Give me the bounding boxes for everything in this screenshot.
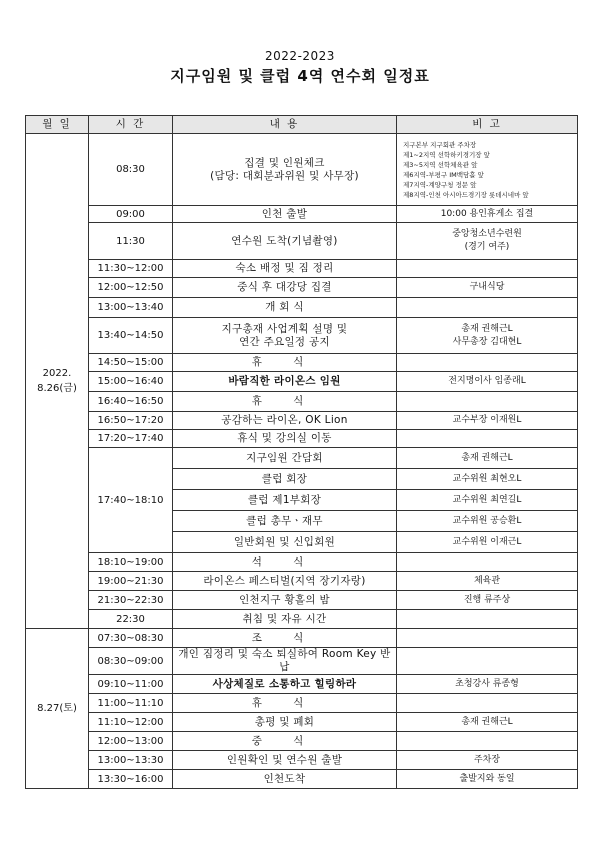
table-row xyxy=(26,134,578,206)
content-cell: 일반회원 및 신입회원 xyxy=(173,532,397,553)
content-cell xyxy=(173,278,397,298)
note-cell: 교수위원 최연길L xyxy=(397,490,578,511)
note-cell xyxy=(397,223,578,260)
content-cell xyxy=(173,412,397,430)
note-cell xyxy=(397,713,578,732)
content-cell xyxy=(173,553,397,572)
content-line: 라이온스 페스티벌(지역 장기자랑) xyxy=(203,574,366,587)
note-cell xyxy=(397,732,578,751)
table-row xyxy=(26,648,578,675)
content-cell xyxy=(173,770,397,789)
note-cell: 교수위원 이재근L xyxy=(397,532,578,553)
note-cell xyxy=(397,629,578,648)
time-cell: 19:00~21:30 xyxy=(89,572,173,591)
note-cell xyxy=(397,751,578,770)
table-row xyxy=(26,223,578,260)
time-cell: 18:10~19:00 xyxy=(89,553,173,572)
time-cell: 22:30 xyxy=(89,610,173,629)
content-cell xyxy=(173,260,397,278)
table-row xyxy=(26,372,578,392)
table-row xyxy=(26,610,578,629)
content-cell xyxy=(173,223,397,260)
date-line: 8.26(금) xyxy=(37,383,77,394)
note-line: 출발지와 동일 xyxy=(459,773,515,784)
table-row xyxy=(26,732,578,751)
time-cell: 09:10~11:00 xyxy=(89,675,173,694)
content-line: 휴 식 xyxy=(251,395,318,407)
content-line: 휴 식 xyxy=(251,696,318,709)
note-cell xyxy=(397,430,578,448)
content-cell xyxy=(173,392,397,412)
note-cell xyxy=(397,572,578,591)
content-line: 개인 짐정리 및 숙소 퇴실하여 Room Key 반납 xyxy=(178,648,391,673)
note-line: 제6지역-부평구 IM백담홀 앞 xyxy=(403,170,484,179)
table-row xyxy=(26,206,578,223)
note-line: 10:00 용인휴게소 집결 xyxy=(440,208,534,219)
note-cell xyxy=(397,553,578,572)
content-line: 숙소 배정 및 짐 정리 xyxy=(235,262,334,274)
note-cell xyxy=(397,610,578,629)
note-cell xyxy=(397,591,578,610)
table-row xyxy=(26,770,578,789)
content-cell xyxy=(173,354,397,372)
time-cell: 07:30~08:30 xyxy=(89,629,173,648)
table-row xyxy=(26,675,578,694)
content-cell xyxy=(173,751,397,770)
document-year: 2022-2023 xyxy=(265,49,335,63)
content-cell xyxy=(173,372,397,392)
time-cell: 16:50~17:20 xyxy=(89,412,173,430)
time-cell: 11:00~11:10 xyxy=(89,694,173,713)
table-row xyxy=(26,572,578,591)
date-cell xyxy=(26,134,89,629)
content-cell xyxy=(173,648,397,675)
note-cell xyxy=(397,372,578,392)
content-line: 중 식 xyxy=(251,734,318,747)
time-cell: 16:40~16:50 xyxy=(89,392,173,412)
content-line: 중식 후 대강당 집결 xyxy=(237,281,332,293)
note-line: 총재 권해근L xyxy=(461,716,513,727)
content-cell xyxy=(173,610,397,629)
content-line: 집결 및 인원체크 xyxy=(244,156,325,169)
note-line: 제3~5지역 선학체육관 앞 xyxy=(403,160,478,169)
table-row xyxy=(26,713,578,732)
note-cell xyxy=(397,298,578,318)
note-cell xyxy=(397,392,578,412)
content-line: (담당: 대회분과위원 및 사무장) xyxy=(210,169,359,182)
note-cell xyxy=(397,318,578,354)
document-title: 지구임원 및 클럽 4역 연수회 일정표 xyxy=(170,67,430,85)
note-cell xyxy=(397,354,578,372)
content-line: 취침 및 자유 시간 xyxy=(242,612,327,625)
date-line: 8.27(토) xyxy=(37,703,77,714)
table-row xyxy=(26,430,578,448)
table-row xyxy=(26,629,578,648)
time-cell: 13:40~14:50 xyxy=(89,318,173,354)
table-row xyxy=(26,260,578,278)
note-cell xyxy=(397,648,578,675)
schedule-table xyxy=(25,115,578,789)
note-cell xyxy=(397,770,578,789)
content-cell: 지구임원 간담회 xyxy=(173,448,397,469)
content-line: 연간 주요일정 공지 xyxy=(239,335,330,348)
content-line: 공감하는 라이온, OK Lion xyxy=(221,414,348,426)
note-cell xyxy=(397,260,578,278)
content-cell xyxy=(173,298,397,318)
note-cell xyxy=(397,412,578,430)
time-cell: 11:30~12:00 xyxy=(89,260,173,278)
content-cell xyxy=(173,591,397,610)
time-cell: 15:00~16:40 xyxy=(89,372,173,392)
note-cell xyxy=(397,278,578,298)
time-cell: 13:00~13:30 xyxy=(89,751,173,770)
col-header-content: 내 용 xyxy=(173,116,397,134)
content-line: 휴 식 xyxy=(251,356,318,368)
time-cell: 13:00~13:40 xyxy=(89,298,173,318)
table-row xyxy=(26,412,578,430)
table-row xyxy=(26,318,578,354)
note-cell xyxy=(397,694,578,713)
time-cell: 14:50~15:00 xyxy=(89,354,173,372)
note-line: 교수부장 이재원L xyxy=(452,415,522,425)
table-row xyxy=(26,694,578,713)
content-cell xyxy=(173,318,397,354)
date-cell xyxy=(26,629,89,789)
note-line: 지구본부 지구회관 주차장 xyxy=(403,140,477,149)
content-cell xyxy=(173,430,397,448)
table-row xyxy=(26,553,578,572)
note-line: 초청강사 류종형 xyxy=(455,678,519,689)
col-header-date: 월 일 xyxy=(26,116,89,134)
time-cell: 17:40~18:10 xyxy=(89,448,173,553)
note-cell: 교수위원 공승환L xyxy=(397,511,578,532)
time-cell: 11:30 xyxy=(89,223,173,260)
content-line: 휴식 및 강의실 이동 xyxy=(237,432,332,444)
note-line: 중앙청소년수련원 xyxy=(452,229,522,239)
table-row xyxy=(26,448,578,469)
note-cell xyxy=(397,134,578,206)
note-cell: 총재 권해근L xyxy=(397,448,578,469)
note-line: 진행 류주상 xyxy=(463,594,511,605)
content-line: 조 식 xyxy=(251,631,318,644)
note-line: 주차장 xyxy=(473,754,501,765)
table-row xyxy=(26,751,578,770)
content-line: 인천도착 xyxy=(263,772,306,785)
note-line: 체육관 xyxy=(473,575,501,586)
table-row xyxy=(26,591,578,610)
note-line: 제7지역-계양구청 정문 앞 xyxy=(403,180,477,189)
table-row xyxy=(26,392,578,412)
note-line: 구내식당 xyxy=(469,282,505,292)
time-cell: 17:20~17:40 xyxy=(89,430,173,448)
time-cell: 12:00~13:00 xyxy=(89,732,173,751)
note-line: 제8지역-인천 아시아드경기장 롯데시네마 앞 xyxy=(403,190,529,199)
col-header-time: 시 간 xyxy=(89,116,173,134)
table-row xyxy=(26,298,578,318)
content-line: 사상체질로 소통하고 힐링하라 xyxy=(212,677,357,690)
note-line: (경기 여주) xyxy=(464,242,510,252)
note-line: 사무총장 김대현L xyxy=(452,336,522,347)
note-cell xyxy=(397,206,578,223)
schedule-body xyxy=(26,134,578,789)
date-line: 2022. xyxy=(42,368,72,379)
content-cell xyxy=(173,694,397,713)
table-row xyxy=(26,278,578,298)
content-line: 개 회 식 xyxy=(265,301,304,313)
content-line: 인원확인 및 연수원 출발 xyxy=(226,753,343,766)
content-line: 석 식 xyxy=(251,555,318,568)
time-cell: 08:30 xyxy=(89,134,173,206)
note-line: 전지명이사 임종래L xyxy=(448,376,526,386)
content-line: 바람직한 라이온스 임원 xyxy=(228,375,341,387)
time-cell: 08:30~09:00 xyxy=(89,648,173,675)
col-header-note: 비 고 xyxy=(397,116,578,134)
content-cell xyxy=(173,629,397,648)
note-cell xyxy=(397,675,578,694)
content-cell xyxy=(173,572,397,591)
note-cell: 교수위원 최현오L xyxy=(397,469,578,490)
content-cell xyxy=(173,675,397,694)
time-cell: 09:00 xyxy=(89,206,173,223)
content-cell xyxy=(173,732,397,751)
time-cell: 12:00~12:50 xyxy=(89,278,173,298)
table-row xyxy=(26,354,578,372)
content-cell xyxy=(173,134,397,206)
content-line: 인천 출발 xyxy=(261,207,308,220)
note-line: 제1~2지역 선학하키경기장 앞 xyxy=(403,150,490,159)
content-line: 연수원 도착(기념촬영) xyxy=(231,234,338,247)
note-line: 총재 권해근L xyxy=(461,323,513,334)
time-cell: 21:30~22:30 xyxy=(89,591,173,610)
content-cell: 클럽 총무ㆍ재무 xyxy=(173,511,397,532)
content-line: 지구총재 사업계획 설명 및 xyxy=(221,322,348,335)
content-line: 총평 및 폐회 xyxy=(254,715,315,728)
content-cell xyxy=(173,713,397,732)
content-line: 인천지구 황홀의 밤 xyxy=(239,593,330,606)
content-cell: 클럽 회장 xyxy=(173,469,397,490)
table-header-row xyxy=(26,116,578,134)
content-cell: 클럽 제1부회장 xyxy=(173,490,397,511)
content-cell xyxy=(173,206,397,223)
time-cell: 13:30~16:00 xyxy=(89,770,173,789)
time-cell: 11:10~12:00 xyxy=(89,713,173,732)
